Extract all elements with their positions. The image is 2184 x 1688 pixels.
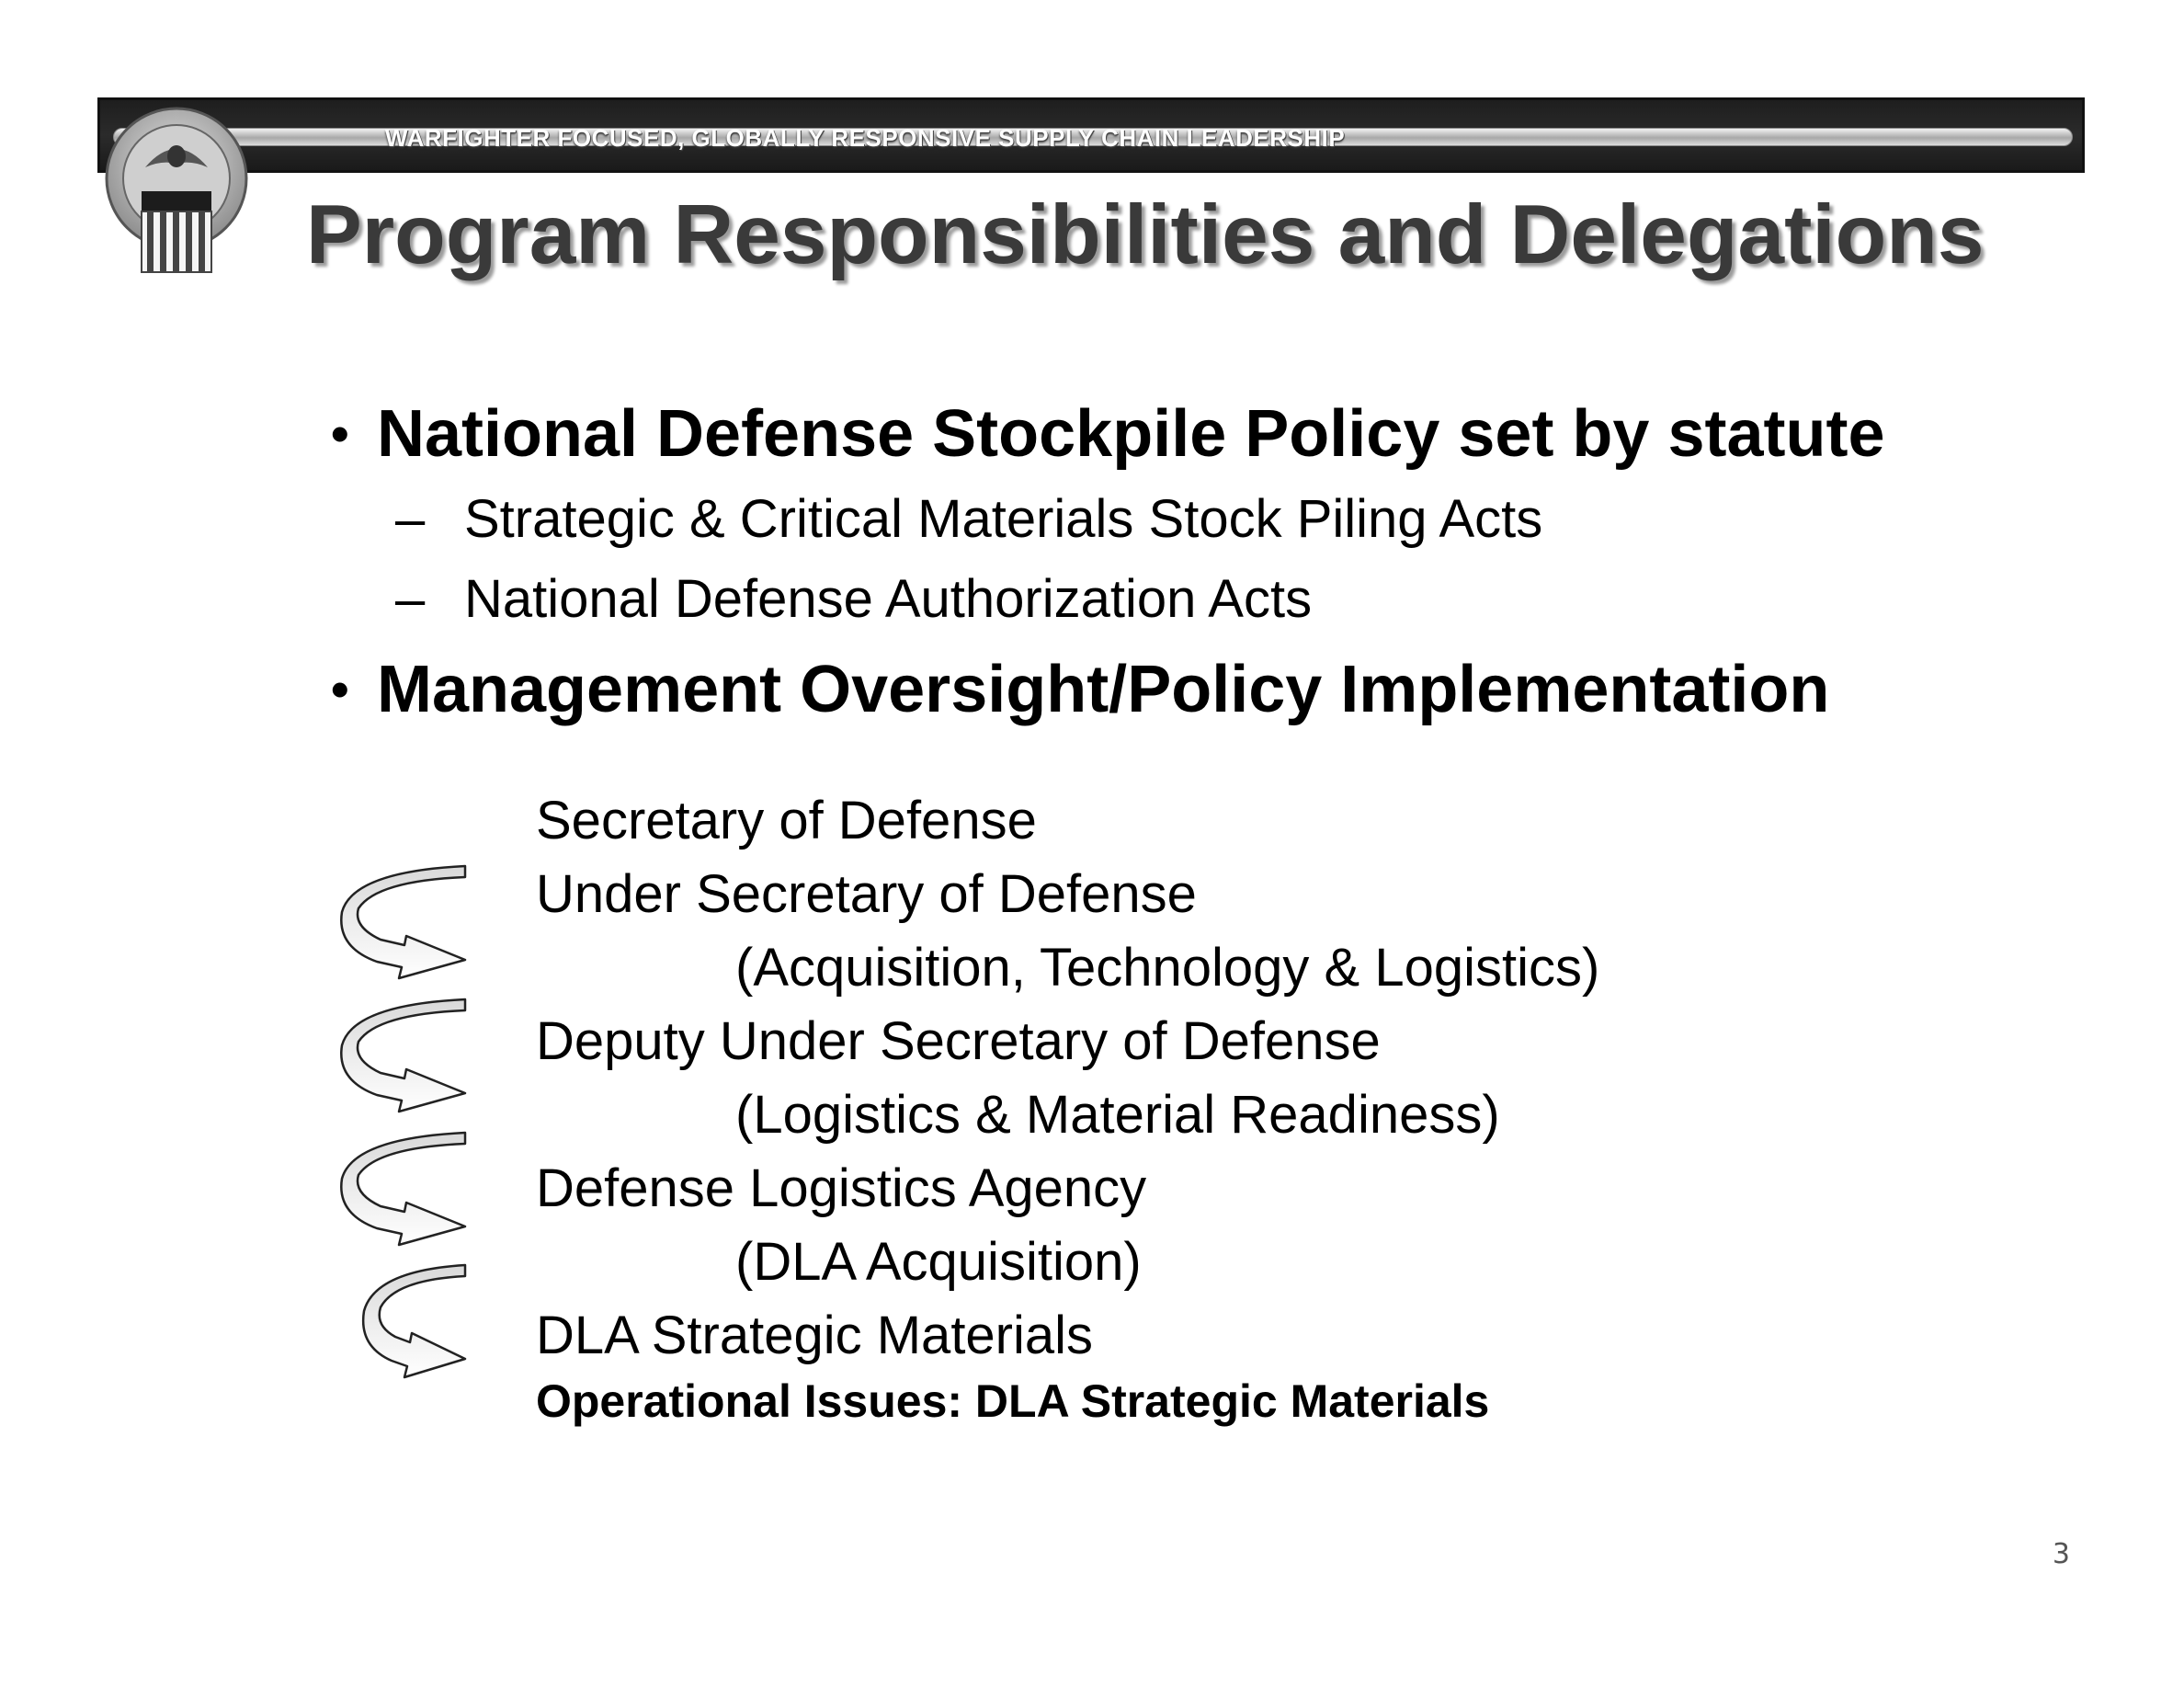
header-tagline: WARFIGHTER FOCUSED, GLOBALLY RESPONSIVE SUPPLY CHAIN LEADERSHIP [385,124,1346,152]
dash-marker: – [395,569,426,629]
operational-issues-note: Operational Issues: DLA Strategic Materials [536,1375,1490,1427]
sub-bullet-text: Strategic & Critical Materials Stock Piling Acts [464,489,1543,549]
chain-defense-logistics-agency: Defense Logistics Agency [536,1158,1147,1218]
chain-dla-strategic-materials: DLA Strategic Materials [536,1306,1094,1365]
curved-arrow-icon [340,1129,469,1249]
dla-seal-icon [99,103,254,278]
page-number: 3 [2052,1538,2070,1570]
chain-under-secretary-office: (Acquisition, Technology & Logistics) [735,938,1600,998]
bullet-marker: • [331,660,349,718]
chain-deputy-under-secretary: Deputy Under Secretary of Defense [536,1011,1381,1071]
sub-bullet-text: National Defense Authorization Acts [464,569,1313,629]
chain-dla-acquisition: (DLA Acquisition) [735,1232,1142,1292]
sub-bullet-stockpiling-acts [395,489,1542,550]
header-band [97,97,2085,173]
chain-deputy-under-secretary-office: (Logistics & Material Readiness) [735,1085,1500,1145]
curved-arrow-icon [340,996,469,1115]
dash-marker: – [395,489,426,549]
bullet-marker: • [331,405,349,462]
sub-bullet-authorization-acts [395,569,1312,630]
curved-arrow-icon [340,862,469,982]
bullet-text: National Defense Stockpile Policy set by statute [377,397,1885,471]
curved-arrow-icon [358,1261,487,1381]
bullet-text: Management Oversight/Policy Implementation [377,653,1830,726]
bullet-statute [331,397,1885,471]
page-title: Program Responsibilities and Delegations [306,188,1985,281]
chain-under-secretary: Under Secretary of Defense [536,864,1197,924]
chain-secretary-of-defense: Secretary of Defense [536,791,1037,850]
bullet-management-oversight [331,653,1829,726]
